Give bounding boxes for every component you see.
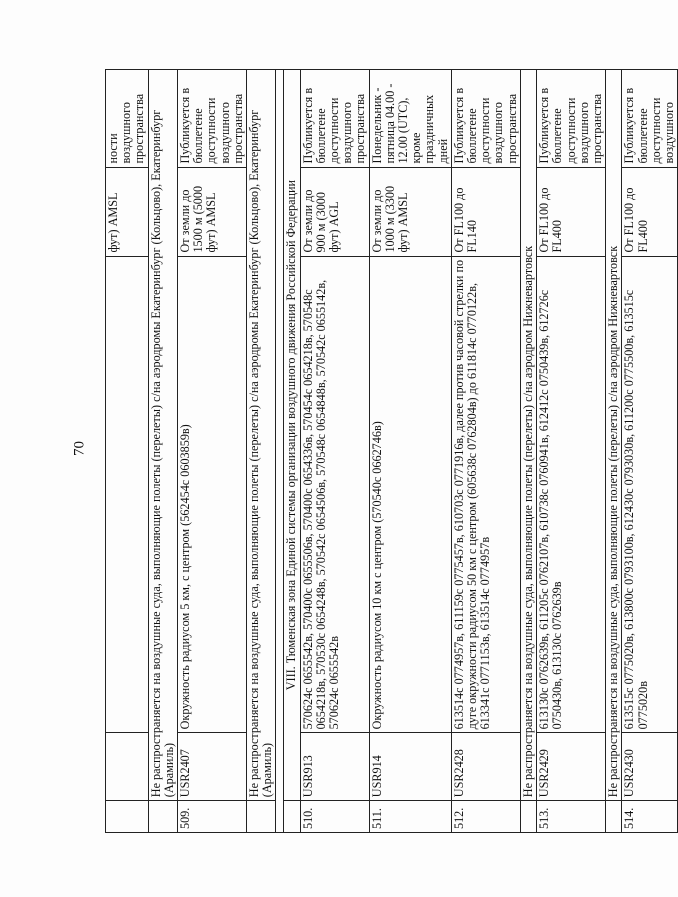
zone-row (537, 70, 606, 833)
row-number (106, 801, 149, 833)
zone-boundary: Окружность радиусом 10 км с центром (570540с 0662746в) (369, 256, 451, 733)
row-number: 510. (300, 801, 369, 833)
vertical-limits: От FL100 до FL140 (451, 167, 520, 256)
zone-boundary: 613515с 0775020в, 613800с 0793100в, 612430с 0793030в, 611200с 0775500в, 613515с 0775020в (622, 256, 678, 733)
zone-boundary: 613514с 0774957в, 611159с 0775457в, 610703с 0771916в, далее против часовой стрелки по дуге окружности радиусом 50 км с центром (605638с 0762804в) до 611814с 0770122в, 613341с 0771153в, 613514с 0774957в (451, 256, 520, 733)
row-number: 514. (622, 801, 678, 833)
zone-row (622, 70, 678, 833)
zone-row (300, 70, 369, 833)
zone-code: USR914 (369, 733, 451, 801)
zone-row (369, 70, 451, 833)
zone-code: USR2407 (178, 733, 247, 801)
airspace-table-sheet (105, 69, 676, 833)
page-number: 70 (71, 441, 88, 456)
exemption-note-row (148, 70, 177, 833)
vertical-limits: От земли до 1000 м (3300 фут) AMSL (369, 167, 451, 256)
activation-time: ности воздушного пространства (106, 70, 149, 168)
exemption-note-row (247, 70, 276, 833)
note-spacer (606, 801, 622, 833)
note-spacer (148, 801, 177, 833)
zone-code: USR2429 (537, 733, 606, 801)
note-spacer (520, 801, 536, 833)
spacer-cell (276, 70, 284, 833)
vertical-limits: От FL100 до FL400 (537, 167, 606, 256)
exemption-note: Не распространяется на воздушные суда, выполняющие полеты (перелеты) с/на аэродром Нижневартовск (606, 70, 622, 801)
exemption-note-row (520, 70, 536, 833)
section-heading-row (284, 70, 300, 833)
exemption-note: Не распространяется на воздушные суда, выполняющие полеты (перелеты) с/на аэродромы Екатеринбург (Кольцово), Екатеринбург (Арамиль) (247, 70, 276, 801)
zone-boundary: Окружность радиусом 5 км, с центром (562454с 0603859в) (178, 256, 247, 733)
note-spacer (247, 801, 276, 833)
exemption-note: Не распространяется на воздушные суда, выполняющие полеты (перелеты) с/на аэродром Нижневартовск (520, 70, 536, 801)
zone-code: USR2430 (622, 733, 678, 801)
exemption-note-row (606, 70, 622, 833)
activation-time: Понедельник - пятница 04.00 - 12.00 (UTC), кроме праздничных дней (369, 70, 451, 168)
row-number: 512. (451, 801, 520, 833)
activation-time: Публикуется в бюллетене доступности воздушного пространства (537, 70, 606, 168)
exemption-note: Не распространяется на воздушные суда, выполняющие полеты (перелеты) с/на аэродромы Екатеринбург (Кольцово), Екатеринбург (Арамиль) (148, 70, 177, 801)
zone-code (106, 733, 149, 801)
row-number: 511. (369, 801, 451, 833)
zone-row (178, 70, 247, 833)
zone-boundary: 613130с 0762639в, 611205с 0762107в, 610738с 0760941в, 612412с 0750439в, 612726с 0750430в, 613130с 0762639в (537, 256, 606, 733)
zone-code: USR913 (300, 733, 369, 801)
activation-time: Публикуется в бюллетене доступности воздушного пространства (300, 70, 369, 168)
zone-boundary: 570624с 0655542в, 570400с 0655506в, 570400с 0654336в, 570454с 0654218в, 570548с 0654218в, 570530с 0654248в, 570542с 0654506в, 570548с 0654848в, 570542с 0655142в, 570624с 0655542в (300, 256, 369, 733)
row-number: 513. (537, 801, 606, 833)
vertical-limits: От земли до 900 м (3000 фут) AGL (300, 167, 369, 256)
vertical-limits: фут) AMSL (106, 167, 149, 256)
activation-time: Публикуется в бюллетене доступности воздушного (622, 70, 678, 168)
activation-time: Публикуется в бюллетене доступности воздушного пространства (451, 70, 520, 168)
continued-row (106, 70, 149, 833)
row-number: 509. (178, 801, 247, 833)
zone-row (451, 70, 520, 833)
activation-time: Публикуется в бюллетене доступности воздушного пространства (178, 70, 247, 168)
spacer-row (276, 70, 284, 833)
zone-code: USR2428 (451, 733, 520, 801)
section-heading: VIII. Тюменская зона Единой системы организации воздушного движения Российской Федерации (284, 70, 300, 801)
vertical-limits: От земли до 1500 м (5000 фут) AMSL (178, 167, 247, 256)
zone-boundary (106, 256, 149, 733)
restricted-zones-table (105, 69, 678, 833)
section-spacer (284, 801, 300, 833)
vertical-limits: От FL100 до FL400 (622, 167, 678, 256)
